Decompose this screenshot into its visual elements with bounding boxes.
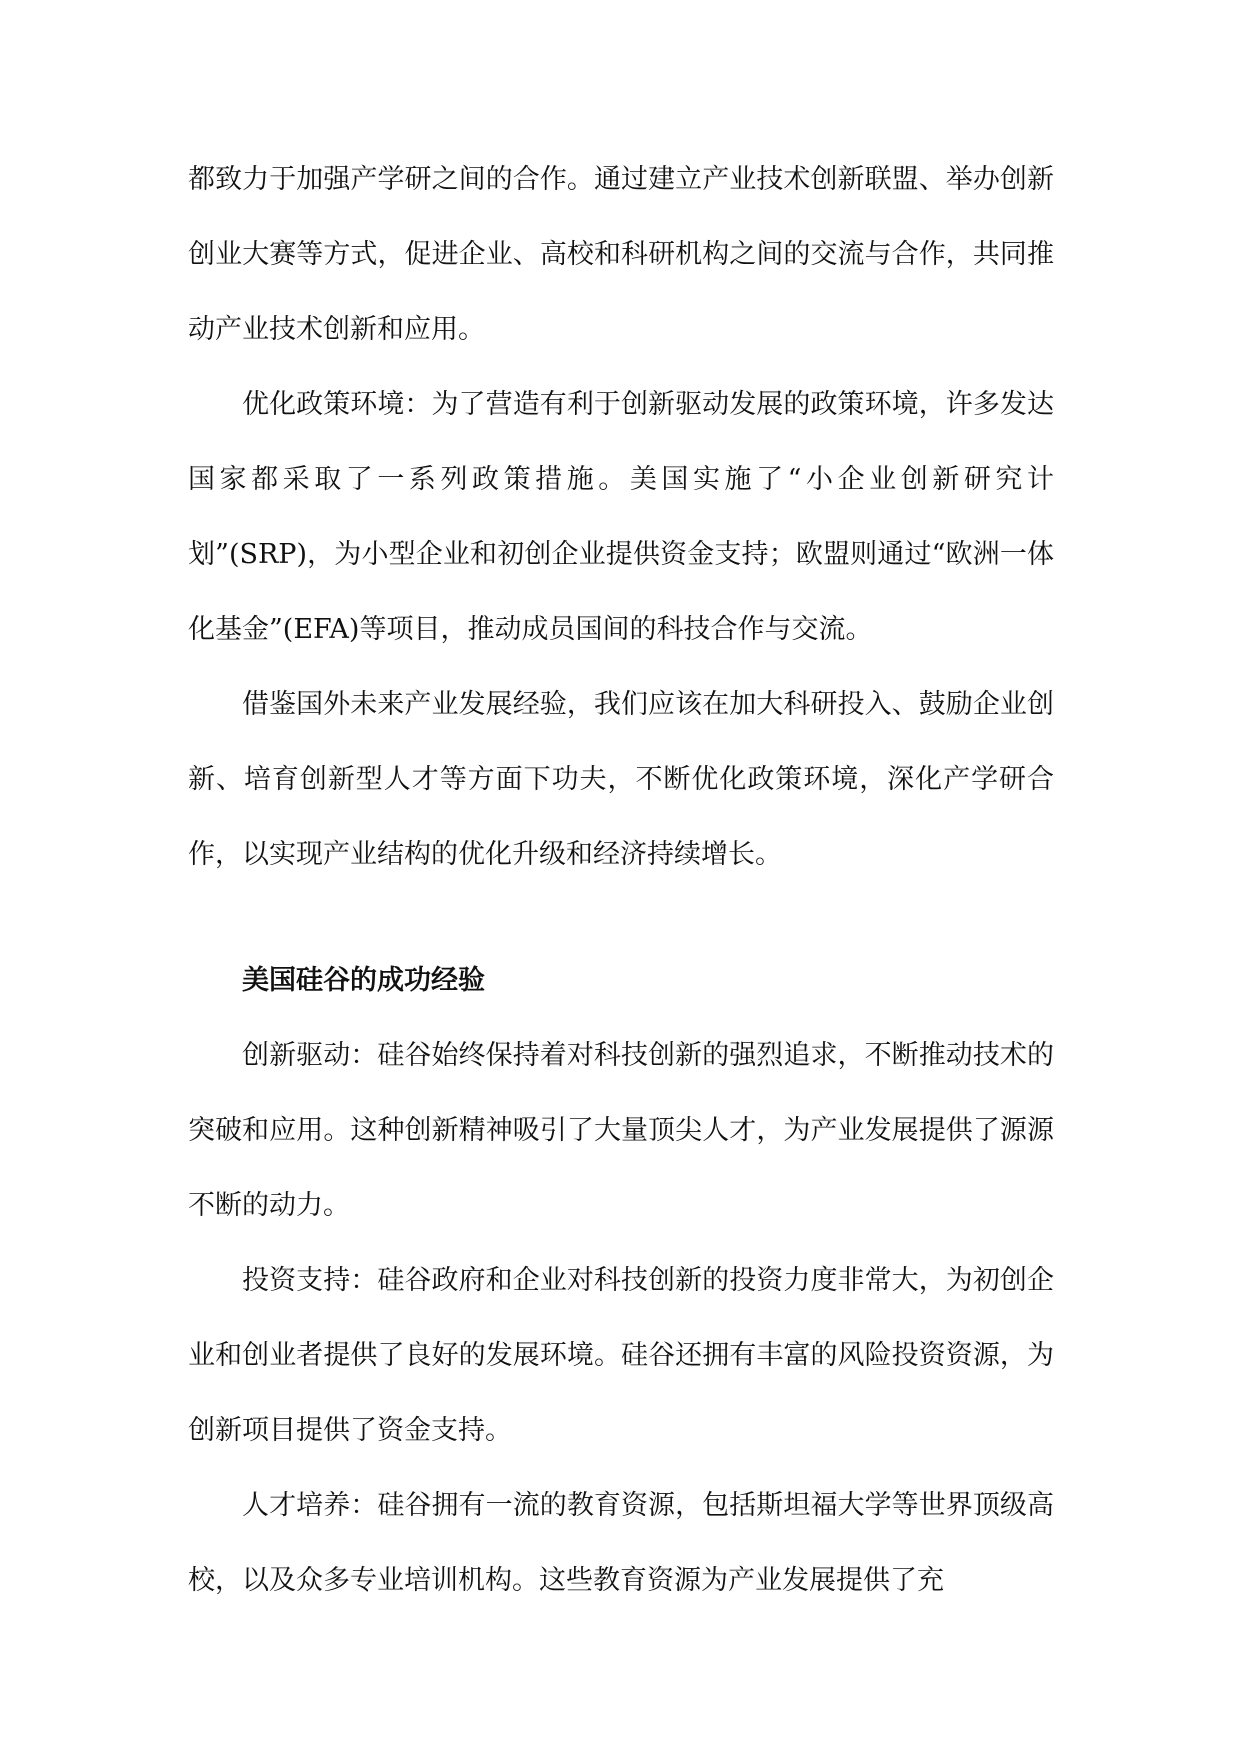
paragraph-talent-cultivation: 人才培养：硅谷拥有一流的教育资源，包括斯坦福大学等世界顶级高校，以及众多专业培训机构。这些教育资源为产业发展提供了充 [188,1490,1054,1596]
paragraph-investment-support: 投资支持：硅谷政府和企业对科技创新的投资力度非常大，为初创企业和创业者提供了良好的发展环境。硅谷还拥有丰富的风险投资资源，为创新项目提供了资金支持。 [188,1265,1054,1446]
paragraph-lessons: 借鉴国外未来产业发展经验，我们应该在加大科研投入、鼓励企业创新、培育创新型人才等方面下功夫，不断优化政策环境，深化产学研合作，以实现产业结构的优化升级和经济持续增长。 [188,689,1054,870]
section-heading: 美国硅谷的成功经验 [242,965,485,996]
paragraph-policy-environment: 优化政策环境：为了营造有利于创新驱动发展的政策环境，许多发达国家都采取了一系列政策措施。美国实施了“小企业创新研究计划”(SRP)，为小型企业和初创企业提供资金支持；欧盟则通过“欧洲一体化基金”(EFA)等项目，推动成员国间的科技合作与交流。 [188,389,1054,645]
paragraph-innovation-driven: 创新驱动：硅谷始终保持着对科技创新的强烈追求，不断推动技术的突破和应用。这种创新精神吸引了大量顶尖人才，为产业发展提供了源源不断的动力。 [188,1040,1054,1221]
document-body [188,142,1054,1618]
paragraph-continuation: 都致力于加强产学研之间的合作。通过建立产业技术创新联盟、举办创新创业大赛等方式，促进企业、高校和科研机构之间的交流与合作，共同推动产业技术创新和应用。 [188,164,1054,345]
